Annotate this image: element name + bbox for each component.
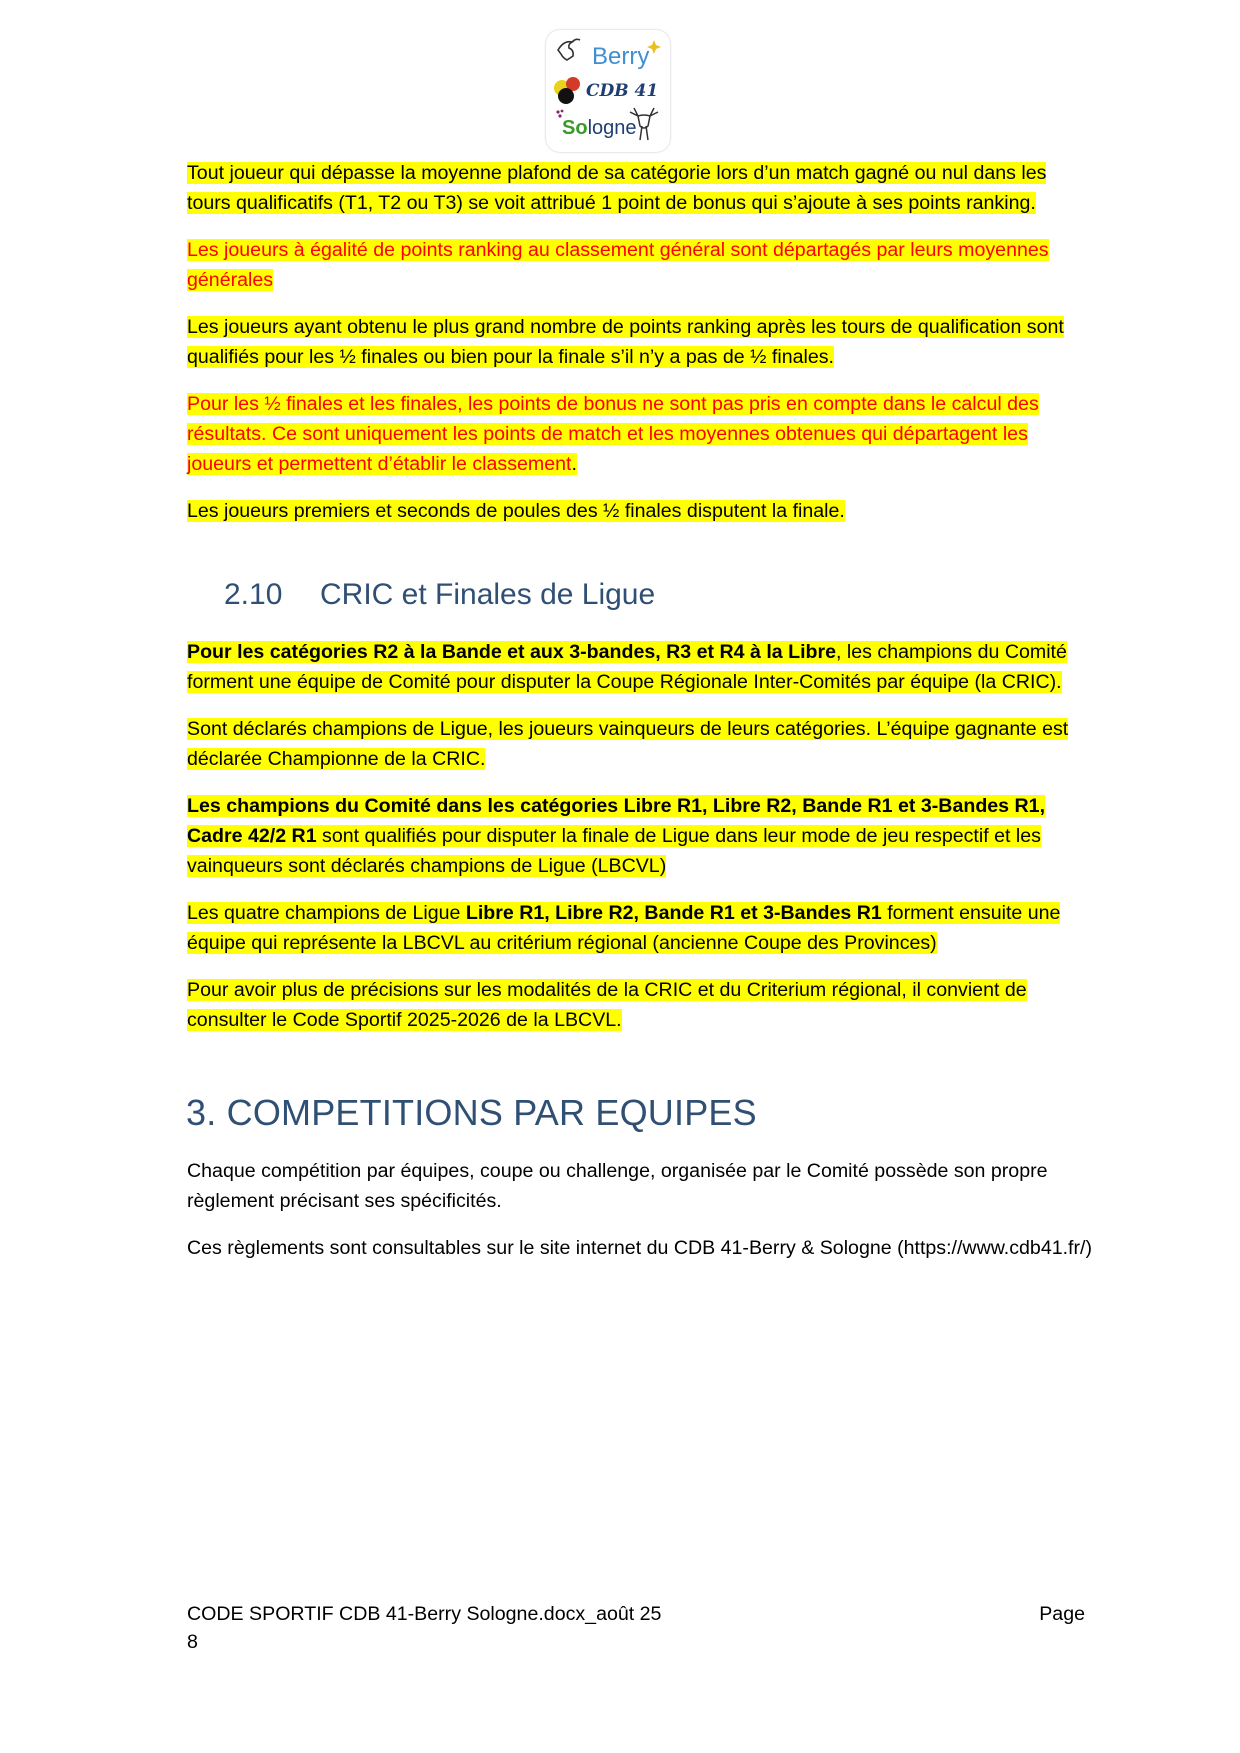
highlighted-red-text: Pour les ½ finales et les finales, les points de bonus ne sont pas pris en compte dans le calcul des résultats. Ce sont uniquement les points de match et les moyennes obtenues qui départagent les joueurs et permettent d’établir le classement bbox=[187, 393, 1039, 475]
footer-page-label: Page bbox=[1039, 1603, 1085, 1625]
section-number: 2.10 bbox=[224, 578, 283, 611]
section-heading-3: 3. COMPETITIONS PAR EQUIPES bbox=[186, 1092, 757, 1133]
paragraph-finals bbox=[187, 496, 1092, 526]
bold-text: Les champions du Comité dans les catégories Libre R1, Libre R2, Bande R1 et 3-Bandes R1, Cadre 42/2 R1 bbox=[187, 795, 1046, 847]
paragraph-period: . bbox=[571, 453, 577, 475]
paragraph-qualification bbox=[187, 312, 1092, 372]
billiard-balls-icon bbox=[554, 77, 580, 104]
paragraph-regional-criterium bbox=[187, 898, 1092, 958]
section-2-10-body bbox=[187, 637, 1092, 1052]
paragraph-cric-intro bbox=[187, 637, 1092, 697]
section-heading-2-10 bbox=[224, 578, 655, 612]
footer-page-number: 8 bbox=[187, 1631, 198, 1653]
paragraph-league-final bbox=[187, 791, 1092, 881]
paragraph-bonus-points bbox=[187, 158, 1092, 218]
highlighted-text: Les quatre champions de Ligue bbox=[187, 902, 466, 924]
paragraph-league-champions bbox=[187, 714, 1092, 774]
goat-icon bbox=[558, 39, 580, 60]
highlighted-text: , les champions du Comité forment une équipe de Comité pour disputer la Coupe Régionale Inter-Comités par équipe (la CRIC). bbox=[187, 641, 1067, 693]
bold-text: Libre R1, Libre R2, Bande R1 et 3-Bandes R1 bbox=[465, 902, 882, 924]
paragraph-tie-break bbox=[187, 235, 1092, 295]
cdb41-logo bbox=[546, 30, 670, 152]
footer-document-name: CODE SPORTIF CDB 41-Berry Sologne.docx_août 25 bbox=[187, 1603, 662, 1625]
bold-text: Pour les catégories R2 à la Bande et aux 3-bandes, R3 et R4 à la Libre bbox=[187, 641, 837, 663]
highlighted-red-text: Les joueurs à égalité de points ranking au classement général sont départagés par leurs moyennes générales bbox=[187, 239, 1049, 291]
highlighted-text: Les joueurs ayant obtenu le plus grand nombre de points ranking après les tours de qualification sont qualifiés pour les ½ finales ou bien pour la finale s’il n’y a pas de ½ finales. bbox=[187, 316, 1064, 368]
logo-graphic bbox=[546, 30, 670, 152]
section-3-body bbox=[187, 1156, 1092, 1280]
page-footer bbox=[187, 1600, 1085, 1656]
highlighted-text: Les joueurs premiers et seconds de poules des ½ finales disputent la finale. bbox=[187, 500, 845, 522]
paragraph-rules-website: Ces règlements sont consultables sur le site internet du CDB 41-Berry & Sologne (https://www.cdb41.fr/) bbox=[187, 1237, 1092, 1259]
page-body-top bbox=[187, 158, 1092, 543]
logo-cdb41-text: CDB 41 bbox=[586, 81, 659, 101]
logo-sologne-part1: So bbox=[562, 117, 588, 139]
paragraph-semifinals bbox=[187, 389, 1092, 479]
highlighted-text: Sont déclarés champions de Ligue, les joueurs vainqueurs de leurs catégories. L’équipe gagnante est déclarée Championne de la CRIC. bbox=[187, 718, 1069, 770]
section-title: CRIC et Finales de Ligue bbox=[320, 578, 656, 611]
logo-berry-text: Berry bbox=[592, 43, 650, 70]
highlighted-text: sont qualifiés pour disputer la finale de Ligue dans leur mode de jeu respectif et les vainqueurs sont déclarés champions de Ligue (LBCVL) bbox=[187, 825, 1041, 877]
paragraph-team-competitions: Chaque compétition par équipes, coupe ou challenge, organisée par le Comité possède son propre règlement précisant ses spécificités. bbox=[187, 1160, 1048, 1212]
highlighted-text: Pour avoir plus de précisions sur les modalités de la CRIC et du Criterium régional, il convient de consulter le Code Sportif 2025-2026 de la LBCVL. bbox=[187, 979, 1027, 1031]
paragraph-more-info bbox=[187, 975, 1092, 1035]
logo-sologne-part2: logne bbox=[587, 117, 637, 139]
highlighted-text: forment ensuite une équipe qui représente la LBCVL au critérium régional (ancienne Coupe des Provinces) bbox=[187, 902, 1061, 954]
logo-sologne-text bbox=[562, 117, 637, 139]
highlighted-text: Tout joueur qui dépasse la moyenne plafond de sa catégorie lors d’un match gagné ou nul dans les tours qualificatifs (T1, T2 ou T3) se voit attribué 1 point de bonus qui s’ajoute à ses points ranking. bbox=[187, 162, 1047, 214]
